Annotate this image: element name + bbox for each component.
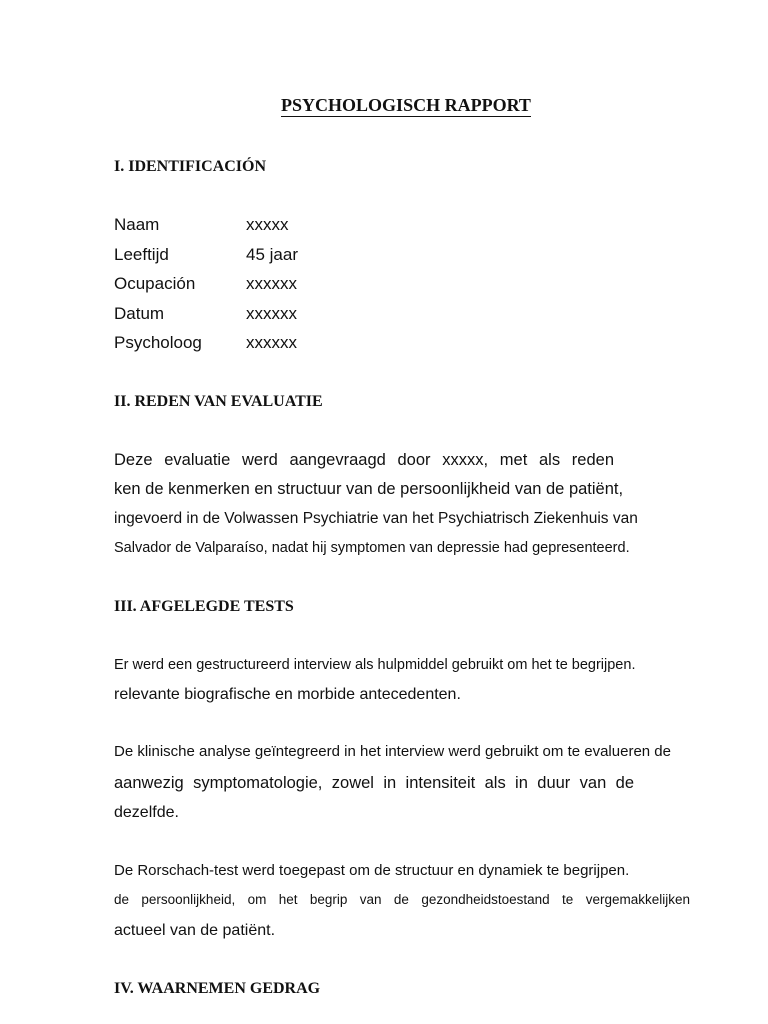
identification-row [114,331,298,361]
reason-paragraph-line: ken de kenmerken en structuur van de persoonlijkheid van de patiënt, [114,480,624,498]
tests-paragraph-line: de persoonlijkheid, om het begrip van de gezondheidstoestand te vergemakkelijken [114,892,690,907]
identification-value: 45 jaar [246,244,298,264]
identification-value: xxxxxx [246,333,297,353]
reason-paragraph-line: Salvador de Valparaíso, nadat hij symptomen van depressie had gepresenteerd. [114,540,630,556]
identification-table [114,213,298,361]
identification-row [114,243,298,273]
tests-paragraph-line: dezelfde. [114,804,179,821]
identification-label: Psycholoog [114,333,202,353]
identification-row [114,302,298,332]
page-title [0,95,768,117]
section-behavior-heading: IV. WAARNEMEN GEDRAG [114,980,321,997]
section-tests-heading: III. AFGELEGDE TESTS [114,598,294,615]
tests-paragraph-line: actueel van de patiënt. [114,922,276,939]
page-title-text: PSYCHOLOGISCH RAPPORT [281,95,531,115]
identification-row [114,213,298,243]
identification-value: xxxxxx [246,303,297,323]
tests-paragraph-line: Er werd een gestructureerd interview als hulpmiddel gebruikt om het te begrijpen. [114,657,636,673]
identification-label: Naam [114,215,160,234]
tests-paragraph-line: aanwezig symptomatologie, zowel in intensiteit als in duur van de [114,774,634,792]
identification-label: Datum [114,303,165,323]
identification-label: Leeftijd [114,244,169,264]
identification-label: Ocupación [114,274,196,294]
section-reason-heading: II. REDEN VAN EVALUATIE [114,393,323,410]
reason-paragraph-line: Deze evaluatie werd aangevraagd door xxxxx, met als reden [114,451,614,469]
identification-value: xxxxx [246,215,289,234]
tests-paragraph-line: relevante biografische en morbide antecedenten. [114,686,461,703]
section-identification-heading: I. IDENTIFICACIÓN [114,158,267,175]
identification-value: xxxxxx [246,274,297,294]
reason-paragraph-line: ingevoerd in de Volwassen Psychiatrie van het Psychiatrisch Ziekenhuis van [114,510,638,527]
tests-paragraph-line: De klinische analyse geïntegreerd in het interview werd gebruikt om te evalueren de [114,743,671,760]
identification-row [114,272,298,302]
tests-paragraph-line: De Rorschach-test werd toegepast om de structuur en dynamiek te begrijpen. [114,862,630,879]
